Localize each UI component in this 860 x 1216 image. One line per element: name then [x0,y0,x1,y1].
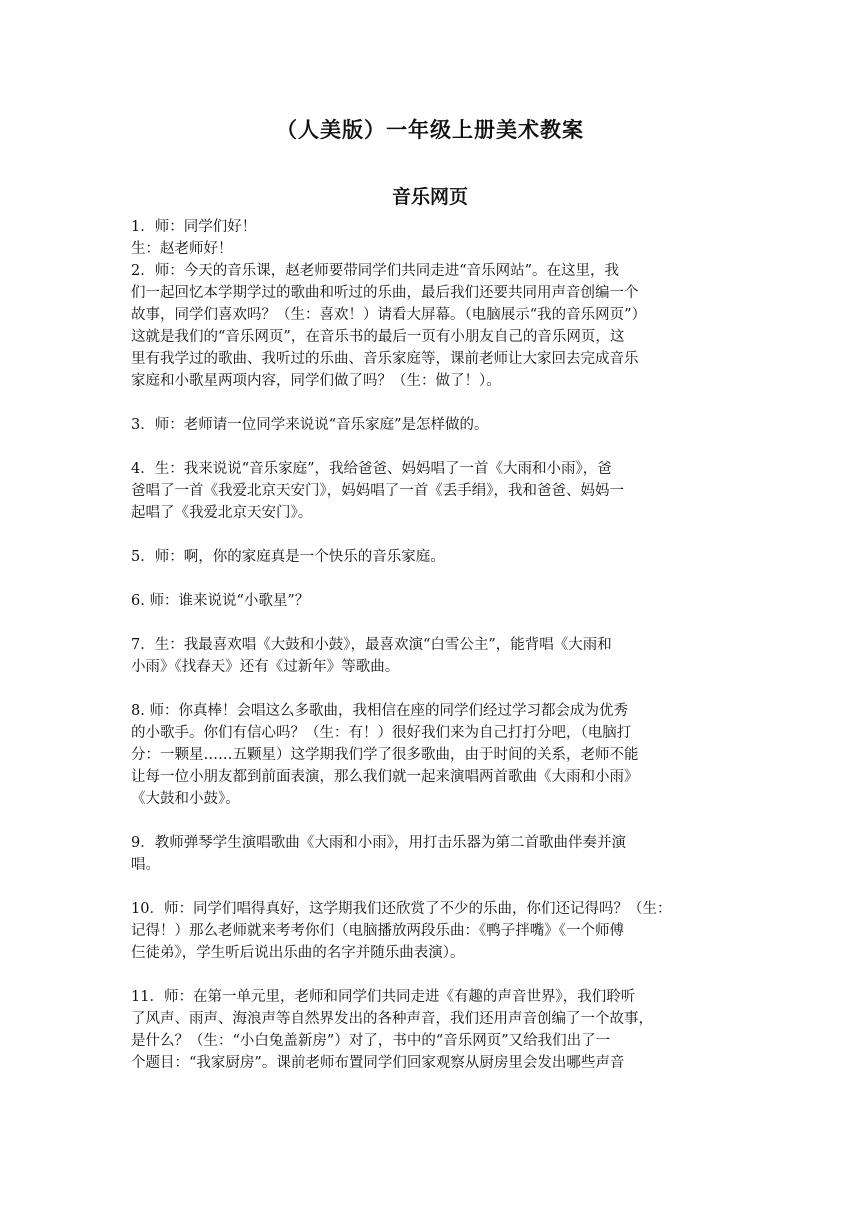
paragraph [131,590,731,612]
document-title: （人美版）一年级上册美术教案 [276,118,584,142]
text-line: 6. 师：谁来说说“小歌星”？ [131,593,310,609]
text-line: 们一起回忆本学期学过的歌曲和听过的乐曲，最后我们还要共同用声音创编一个 [131,285,639,301]
text-line: 起唱了《我爱北京天安门》。 [131,505,313,521]
text-line: 个题目：“我家厨房”。课前老师布置同学们回家观察从厨房里会发出哪些声音 [131,1055,625,1071]
text-line: 7．生：我最喜欢唱《大鼓和小鼓》，最喜欢演“白雪公主”，能背唱《大雨和 [131,637,612,653]
paragraph [131,238,731,260]
text-line: 小雨》《找春天》还有《过新年》等歌曲。 [131,659,400,675]
paragraph [131,546,731,568]
text-line: 爸唱了一首《我爱北京天安门》，妈妈唱了一首《丢手绢》，我和爸爸、妈妈一 [131,483,624,499]
text-line: 生：赵老师好！ [131,241,233,257]
paragraph [131,634,731,678]
document-subtitle: 音乐网页 [391,186,468,208]
text-line: 4．生：我来说说“音乐家庭”，我给爸爸、妈妈唱了一首《大雨和小雨》，爸 [131,461,612,477]
text-line: 仨徒弟》，学生听后说出乐曲的名字并随乐曲表演）。 [131,945,465,961]
text-line: 记得！）那么老师就来考考你们（电脑播放两段乐曲：《鸭子拌嘴》《一个师傅 [131,923,624,939]
paragraph [131,216,731,238]
paragraph [131,898,731,964]
text-line: 了风声、雨声、海浪声等自然界发出的各种声音，我们还用声音创编了一个故事， [131,1011,653,1027]
document-body [131,216,731,1096]
text-line: 8. 师：你真棒！会唱这么多歌曲，我相信在座的同学们经过学习都会成为优秀 [131,703,628,719]
text-line: 是什么？（生：“小白兔盖新房”）对了，书中的“音乐网页”又给我们出了一 [131,1033,611,1049]
text-line: 的小歌手。你们有信心吗？（生：有！）很好我们来为自己打打分吧，（电脑打 [131,725,632,741]
text-line: 让每一位小朋友都到前面表演，那么我们就一起来演唱两首歌曲《大雨和小雨》 [131,769,639,785]
text-line: 故事，同学们喜欢吗？（生：喜欢！）请看大屏幕。（电脑展示“我的音乐网页”） [131,307,647,323]
text-line: 这就是我们的“音乐网页”，在音乐书的最后一页有小朋友自己的音乐网页，这 [131,329,625,345]
text-line: 2．师：今天的音乐课，赵老师要带同学们共同走进“音乐网站”。在这里，我 [131,263,620,279]
text-line: 《大鼓和小鼓》。 [131,791,240,807]
text-line: 3．师：老师请一位同学来说说“音乐家庭”是怎样做的。 [131,417,489,433]
paragraph [131,986,731,1074]
text-line: 分：一颗星……五颗星）这学期我们学了很多歌曲，由于时间的关系，老师不能 [131,747,639,763]
paragraph [131,832,731,876]
text-line: 家庭和小歌星两项内容，同学们做了吗？（生：做了！）。 [131,373,501,389]
paragraph [131,458,731,524]
text-line: 5．师：啊，你的家庭真是一个快乐的音乐家庭。 [131,549,445,565]
paragraph [131,414,731,436]
text-line: 1．师：同学们好！ [131,219,257,235]
text-line: 里有我学过的歌曲、我听过的乐曲、音乐家庭等，课前老师让大家回去完成音乐 [131,351,639,367]
text-line: 9．教师弹琴学生演唱歌曲《大雨和小雨》，用打击乐器为第二首歌曲伴奏并演 [131,835,626,851]
text-line: 11．师：在第一单元里，老师和同学们共同走进《有趣的声音世界》，我们聆听 [131,989,636,1005]
text-line: 10．师：同学们唱得真好，这学期我们还欣赏了不少的乐曲，你们还记得吗？（生： [131,901,672,917]
paragraph [131,700,731,810]
paragraph [131,260,731,392]
text-line: 唱。 [131,857,160,873]
